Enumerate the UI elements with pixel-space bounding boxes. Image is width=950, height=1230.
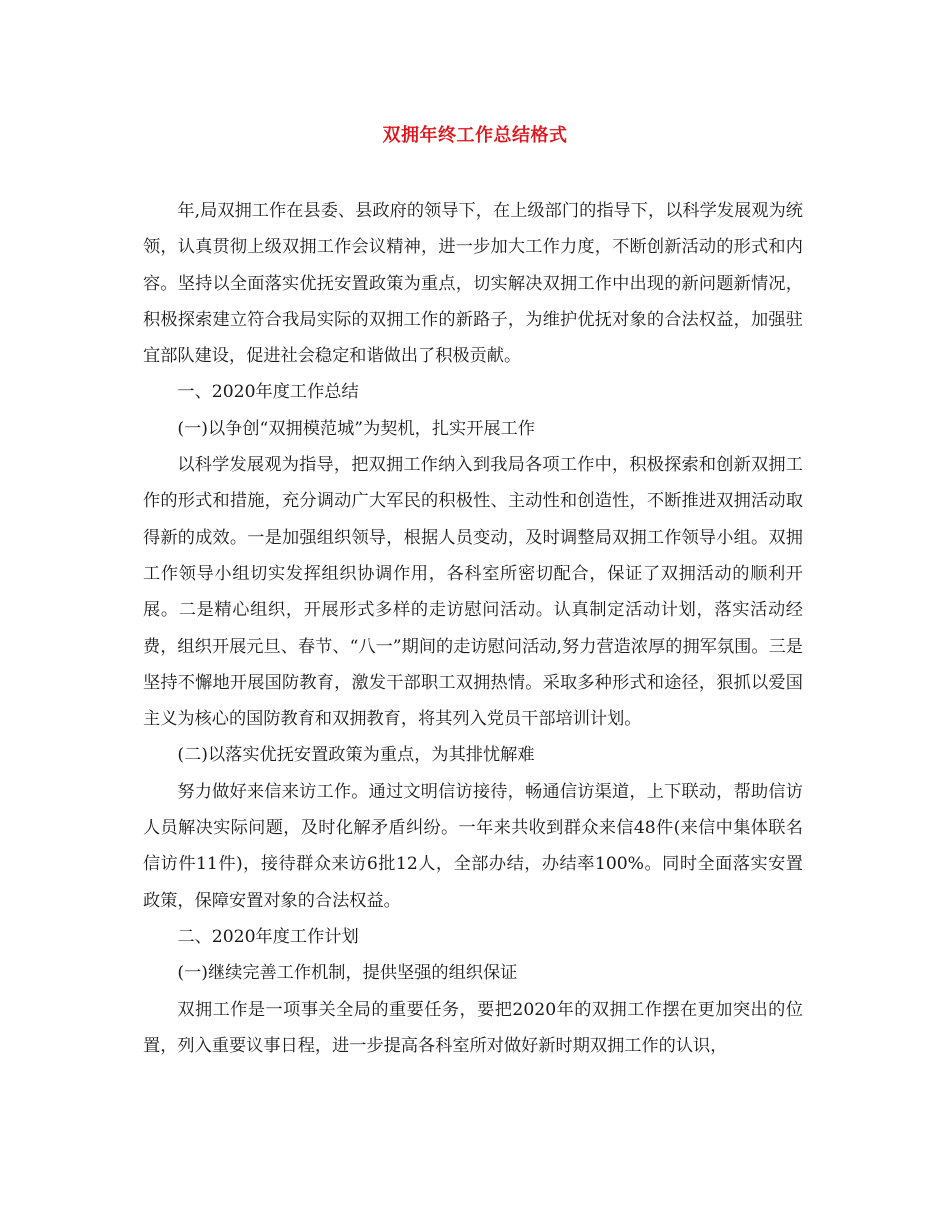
intro-paragraph: 年,局双拥工作在县委、县政府的领导下，在上级部门的指导下，以科学发展观为统领，认真贯彻上级双拥工作会议精神，进一步加大工作力度，不断创新活动的形式和内容。坚持以全面落实优抚安置政策为重点，切实解决双拥工作中出现的新问题新情况，积极探索建立符合我局实际的双拥工作的新路子，为维护优抚对象的合法权益，加强驻宜部队建设，促进社会稳定和谐做出了积极贡献。 [143, 201, 803, 367]
paragraph-work-mechanism: 双拥工作是一项事关全局的重要任务，要把2020年的双拥工作摆在更加突出的位置，列入重要议事日程，进一步提高各科室所对做好新时期双拥工作的认识， [143, 999, 803, 1056]
section-heading-summary: 一、2020年度工作总结 [177, 382, 359, 403]
paragraph-letters-visits: 努力做好来信来访工作。通过文明信访接待，畅通信访渠道，上下联动，帮助信访人员解决实际问题，及时化解矛盾纠纷。一年来共收到群众来信48件(来信中集体联名信访件11件)，接待群众来访6批12人，全部办结，办结率100%。同时全面落实安置政策，保障安置对象的合法权益。 [143, 781, 803, 911]
document-title: 双拥年终工作总结格式 [382, 125, 568, 146]
subsection-heading-model-city: (一)以争创“双拥模范城”为契机，扎实开展工作 [177, 418, 535, 439]
paragraph-model-city: 以科学发展观为指导，把双拥工作纳入到我局各项工作中，积极探索和创新双拥工作的形式和措施，充分调动广大军民的积极性、主动性和创造性，不断推进双拥活动取得新的成效。一是加强组织领导，根据人员变动，及时调整局双拥工作领导小组。双拥工作领导小组切实发挥组织协调作用，各科室所密切配合，保证了双拥活动的顺利开展。二是精心组织，开展形式多样的走访慰问活动。认真制定活动计划，落实活动经费，组织开展元旦、春节、“八一”期间的走访慰问活动,努力营造浓厚的拥军氛围。三是坚持不懈地开展国防教育，激发干部职工双拥热情。采取多种形式和途径，狠抓以爱国主义为核心的国防教育和双拥教育，将其列入党员干部培训计划。 [143, 455, 803, 730]
document-body [143, 193, 803, 1064]
subsection-heading-work-mechanism: (一)继续完善工作机制，提供坚强的组织保证 [177, 963, 518, 984]
subsection-heading-placement-policy: (二)以落实优抚安置政策为重点，为其排忧解难 [177, 745, 535, 766]
section-heading-plan: 二、2020年度工作计划 [177, 926, 359, 947]
